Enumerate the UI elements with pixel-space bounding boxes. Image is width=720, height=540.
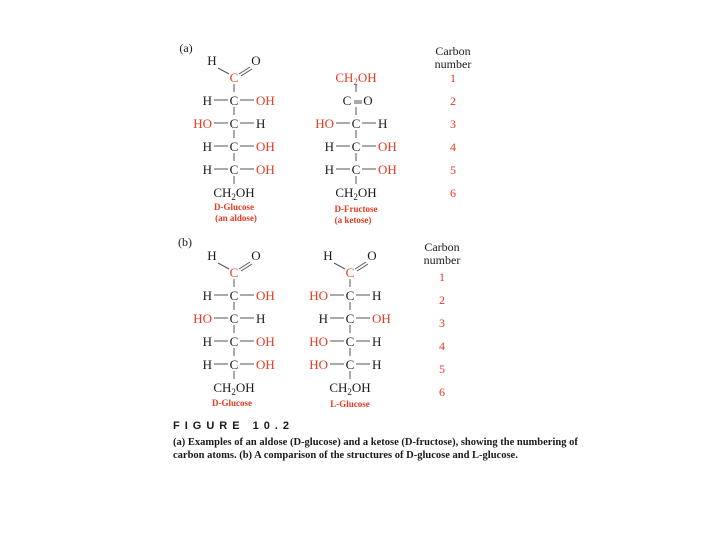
substituent-right: H	[372, 288, 382, 303]
part-label: (b)	[178, 235, 192, 249]
substituent-right: OH	[372, 311, 391, 326]
carbon-number-header: number	[423, 253, 461, 267]
double-bond	[239, 67, 250, 74]
substituent-left: HO	[309, 334, 328, 349]
carbon-atom: C	[351, 162, 361, 177]
carbon-number: 1	[439, 270, 445, 284]
substituent-right: H	[372, 357, 382, 372]
substituent-left: H	[202, 357, 212, 372]
carbon-number-header: Carbon	[435, 44, 471, 58]
substituent-left: HO	[309, 357, 328, 372]
carbon-number: 4	[439, 339, 445, 353]
carbon-atom: C	[345, 334, 355, 349]
carbon-atom: C	[229, 162, 239, 177]
figure-title: FIGURE 10.2	[173, 420, 295, 432]
aldehyde-hydrogen: H	[323, 248, 333, 263]
carbon-number-header: Carbon	[424, 240, 460, 254]
substituent-right: OH	[256, 139, 275, 154]
carbon-atom: C	[345, 357, 355, 372]
substituent-left: H	[202, 93, 212, 108]
substituent-left: H	[324, 162, 334, 177]
substituent-right: OH	[378, 162, 397, 177]
molecule-name: D-Glucose	[212, 398, 252, 408]
double-bond	[241, 264, 252, 271]
molecule-subtitle: (a ketose)	[334, 215, 372, 225]
substituent-right: OH	[256, 357, 275, 372]
carbon-number: 5	[439, 362, 445, 376]
double-bond	[357, 264, 368, 271]
carbon-number: 4	[450, 140, 456, 154]
substituent-right: H	[378, 116, 388, 131]
substituent-left: H	[202, 139, 212, 154]
carbon-number: 3	[450, 117, 456, 131]
substituent-left: HO	[315, 116, 334, 131]
carbon-atom: C	[351, 139, 361, 154]
bond-h-c	[334, 263, 345, 269]
carbon-1: C	[345, 265, 355, 280]
carbon-atom: C	[351, 116, 361, 131]
carbon-atom: C	[229, 116, 239, 131]
substituent-left: HO	[193, 311, 212, 326]
substituent-right: OH	[256, 334, 275, 349]
substituent-left: H	[324, 139, 334, 154]
part-label: (a)	[179, 41, 193, 55]
aldehyde-hydrogen: H	[207, 248, 217, 263]
substituent-right: H	[372, 334, 382, 349]
bond-h-c	[218, 263, 229, 269]
substituent-right: H	[256, 116, 266, 131]
substituent-left: HO	[309, 288, 328, 303]
carbon-atom: C	[229, 288, 239, 303]
double-bond	[241, 69, 252, 76]
double-bond	[239, 262, 250, 269]
carbon-1: C	[229, 265, 239, 280]
carbon-1: C	[229, 70, 239, 85]
ch2oh-group: $CH_2OH$	[329, 380, 371, 397]
carbon-atom: C	[345, 288, 355, 303]
substituent-left: H	[202, 334, 212, 349]
aldehyde-hydrogen: H	[207, 53, 217, 68]
substituent-left: H	[318, 311, 328, 326]
substituent-right: OH	[256, 162, 275, 177]
figure-caption	[173, 420, 593, 462]
substituent-right: OH	[256, 93, 275, 108]
figure-caption-text: (a) Examples of an aldose (D-glucose) and a ketose (D-fructose), showing the numbering of carbon atoms. (b) A comparison of the structures of D-glucose and L-glucose.	[173, 437, 578, 461]
ch2oh-group: $CH_2OH$	[335, 185, 377, 202]
bond-h-c	[218, 68, 229, 74]
ch2oh-group: $CH_2OH$	[213, 185, 255, 202]
carbonyl-carbon: C	[342, 93, 352, 108]
carbon-number: 5	[450, 163, 456, 177]
substituent-left: HO	[193, 116, 212, 131]
carbon-atom: C	[345, 311, 355, 326]
carbon-atom: C	[229, 93, 239, 108]
substituent-right: OH	[256, 288, 275, 303]
carbon-number-header: number	[434, 57, 472, 71]
carbon-number: 6	[439, 385, 445, 399]
carbon-number: 2	[439, 293, 445, 307]
substituent-right: H	[256, 311, 266, 326]
aldehyde-oxygen: O	[251, 248, 261, 263]
carbon-number: 6	[450, 186, 456, 200]
carbon-number: 3	[439, 316, 445, 330]
substituent-left: H	[202, 162, 212, 177]
carbon-number: 1	[450, 71, 456, 85]
double-bond	[355, 262, 366, 269]
carbon-atom: C	[229, 139, 239, 154]
carbon-atom: C	[229, 311, 239, 326]
carbon-atom: C	[229, 334, 239, 349]
ch2oh-group: $CH_2OH$	[213, 380, 255, 397]
carbon-atom: C	[229, 357, 239, 372]
carbon-number: 2	[450, 94, 456, 108]
carbonyl-oxygen: O	[363, 93, 373, 108]
substituent-right: OH	[378, 139, 397, 154]
molecule-subtitle: (an aldose)	[215, 213, 257, 223]
aldehyde-oxygen: O	[251, 53, 261, 68]
substituent-left: H	[202, 288, 212, 303]
aldehyde-oxygen: O	[367, 248, 377, 263]
molecule-name: D-Fructose	[334, 204, 378, 214]
molecule-name: L-Glucose	[330, 399, 370, 409]
molecule-name: D-Glucose	[214, 202, 254, 212]
ch2oh-group: $CH_2OH$	[335, 70, 377, 87]
